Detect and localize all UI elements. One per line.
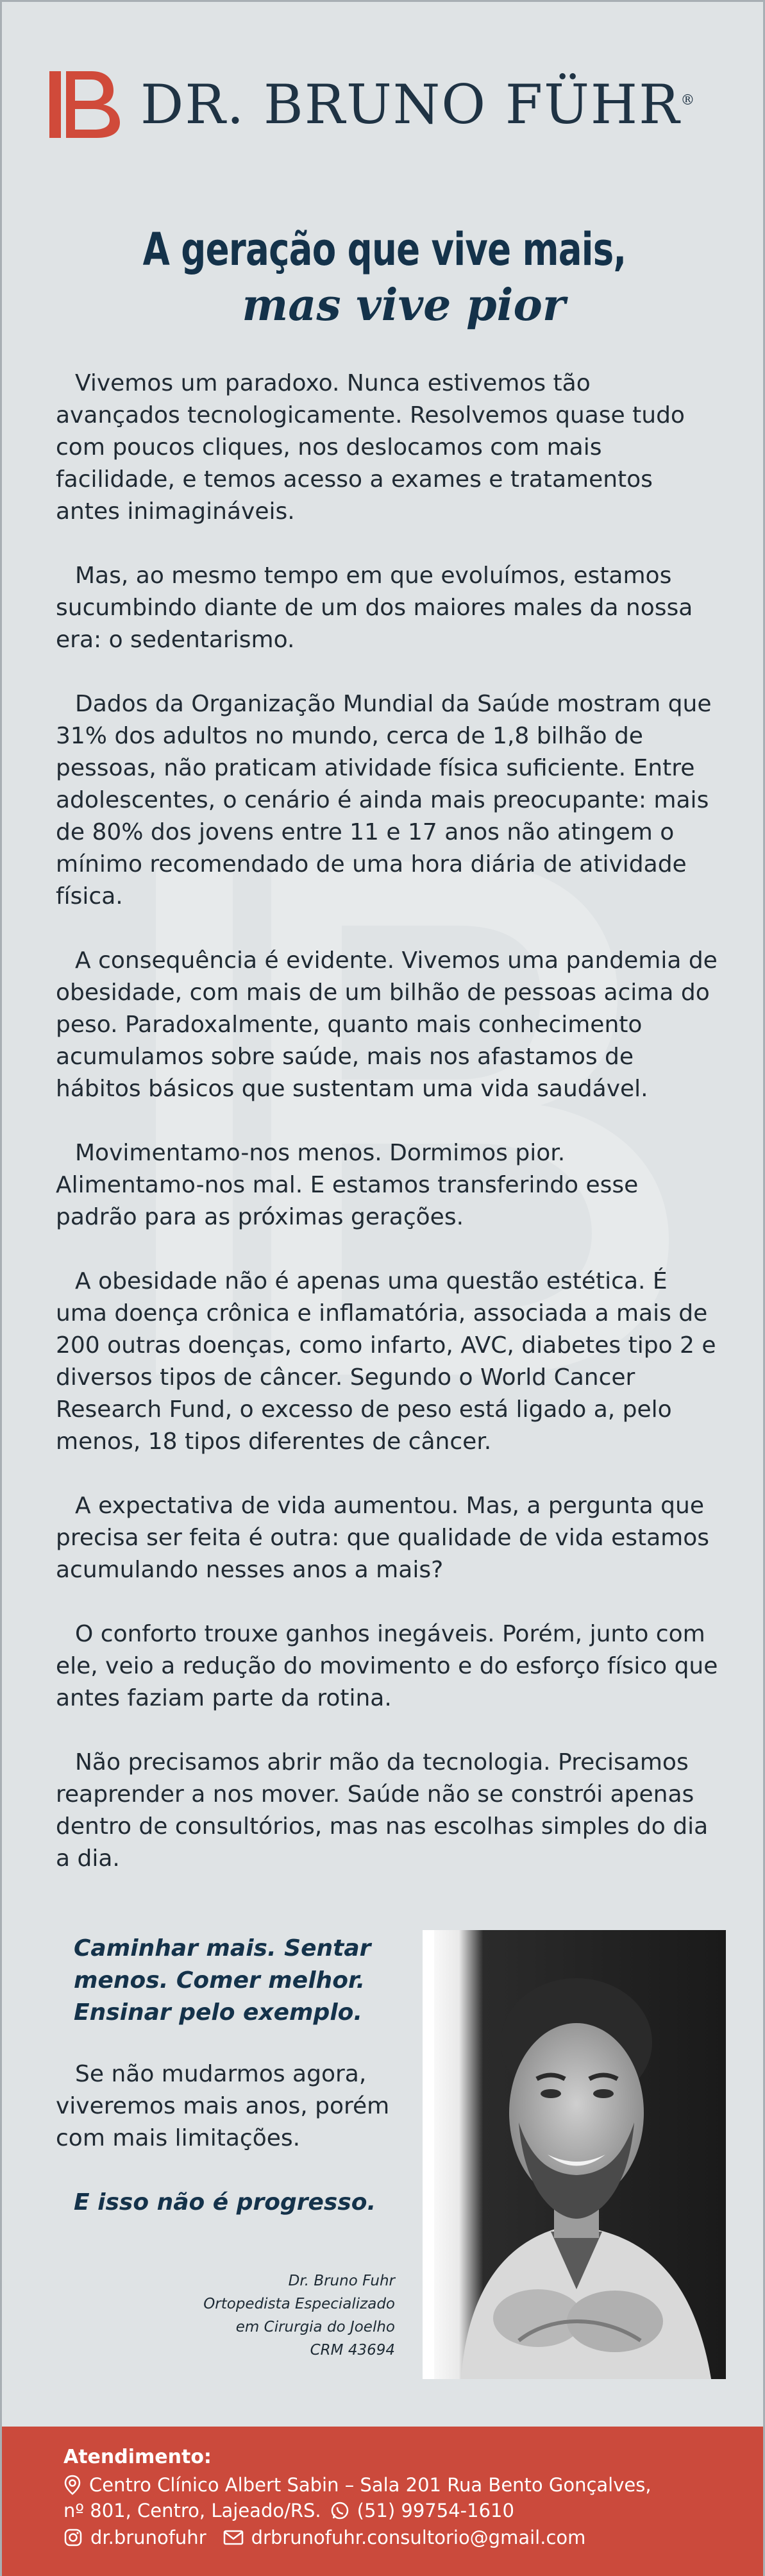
contact-footer bbox=[2, 2427, 765, 2576]
mail-icon bbox=[223, 2529, 244, 2546]
headline-line-2: mas vive pior bbox=[242, 280, 566, 331]
footer-address-2: nº 801, Centro, Lajeado/RS. bbox=[63, 2500, 321, 2521]
paragraph: Movimentamo-nos menos. Dormimos pior. Alimentamo-nos mal. E estamos transferindo esse padrão para as próximas gerações. bbox=[56, 1140, 639, 1230]
portrait-illustration bbox=[423, 1930, 726, 2379]
signature bbox=[126, 2269, 395, 2362]
footer-email[interactable]: drbrunofuhr.consultorio@gmail.com bbox=[251, 2527, 586, 2548]
signature-title-2: em Cirurgia do Joelho bbox=[235, 2319, 395, 2335]
article-body bbox=[56, 368, 719, 1907]
whatsapp-icon bbox=[330, 2501, 349, 2520]
signature-title-1: Ortopedista Especializado bbox=[203, 2296, 395, 2312]
paragraph: O conforto trouxe ganhos inegáveis. Porém, junto com ele, veio a redução do movimento e do esforço físico que antes faziam parte da rotina. bbox=[56, 1621, 718, 1711]
footer-address-row bbox=[63, 2474, 652, 2496]
closing-highlight: Caminhar mais. Sentar menos. Comer melhor. Ensinar pelo exemplo. bbox=[74, 1935, 371, 2026]
footer-instagram[interactable]: dr.brunofuhr bbox=[90, 2527, 206, 2548]
location-pin-icon bbox=[63, 2475, 81, 2495]
closing-paragraph: Se não mudarmos agora, viveremos mais anos, porém com mais limitações. bbox=[56, 2061, 390, 2151]
paragraph: Vivemos um paradoxo. Nunca estivemos tão avançados tecnologicamente. Resolvemos quase tudo com poucos cliques, nos deslocamos com mais facilidade, e temos acesso a exames e tratamentos antes inimagináveis. bbox=[56, 370, 685, 525]
paragraph: A expectativa de vida aumentou. Mas, a pergunta que precisa ser feita é outra: que qualidade de vida estamos acumulando nesses anos a mais? bbox=[56, 1493, 710, 1583]
instagram-icon bbox=[63, 2528, 83, 2547]
paragraph: Dados da Organização Mundial da Saúde mostram que 31% dos adultos no mundo, cerca de 1,8 bilhão de pessoas, não praticam atividade física suficiente. Entre adolescentes, o cenário é ainda mais preocupante: mais de 80% dos jovens entre 11 e 17 anos não atingem o mínimo recomendado de uma hora diária de atividade física. bbox=[56, 691, 712, 910]
signature-name: Dr. Bruno Fuhr bbox=[288, 2273, 395, 2289]
closing-section bbox=[56, 1933, 415, 2248]
brand-logo-icon bbox=[47, 66, 124, 143]
brand-name: DR. BRUNO FÜHR® bbox=[140, 73, 696, 136]
footer-title: Atendimento: bbox=[63, 2446, 212, 2468]
signature-crm: CRM 43694 bbox=[310, 2342, 395, 2359]
doctor-portrait-photo bbox=[423, 1930, 726, 2379]
footer-address-1: Centro Clínico Albert Sabin – Sala 201 Rua Bento Gonçalves, bbox=[89, 2474, 652, 2496]
headline-line-1: A geração que vive mais, bbox=[142, 223, 626, 276]
headline bbox=[2, 223, 765, 331]
header bbox=[47, 66, 696, 143]
paragraph: Não precisamos abrir mão da tecnologia. Precisamos reaprender a nos mover. Saúde não se constrói apenas dentro de consultórios, mas nas escolhas simples do dia a dia. bbox=[56, 1749, 709, 1872]
paragraph: A consequência é evidente. Vivemos uma pandemia de obesidade, com mais de um bilhão de pessoas acima do peso. Paradoxalmente, quanto mais conhecimento acumulamos sobre saúde, mais nos afastamos de hábitos básicos que sustentam uma vida saudável. bbox=[56, 947, 718, 1102]
paragraph: A obesidade não é apenas uma questão estética. É uma doença crônica e inflamatória, associada a mais de 200 outras doenças, como infarto, AVC, diabetes tipo 2 e diversos tipos de câncer. Segundo o World Cancer Research Fund, o excesso de peso está ligado a, pelo menos, 18 tipos diferentes de câncer. bbox=[56, 1268, 716, 1455]
closing-final: E isso não é progresso. bbox=[74, 2189, 376, 2216]
footer-phone[interactable]: (51) 99754-1610 bbox=[357, 2500, 514, 2521]
footer-social-row bbox=[63, 2527, 585, 2548]
footer-address-phone-row bbox=[63, 2500, 514, 2521]
paragraph: Mas, ao mesmo tempo em que evoluímos, estamos sucumbindo diante de um dos maiores males da nossa era: o sedentarismo. bbox=[56, 563, 693, 653]
